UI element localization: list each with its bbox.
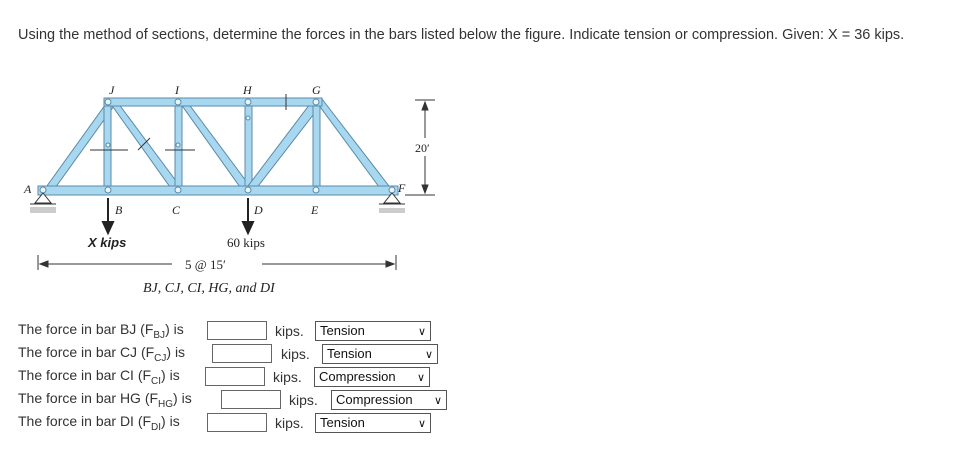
answer-row-ci (18, 366, 180, 388)
answer-label-cj: The force in bar CJ $(F_{CJ})$ is (18, 344, 186, 364)
force-cj-input[interactable] (212, 344, 272, 363)
answer-label-bj: The force in bar BJ $(F_{BJ})$ is (18, 321, 184, 341)
label-H: H (243, 83, 252, 97)
tension-select-hg[interactable]: Compression ∨ (331, 390, 447, 410)
label-E: E (311, 203, 319, 217)
label-G: G (312, 83, 321, 97)
member-BJ (104, 103, 111, 193)
unit-bj: kips. (275, 323, 304, 339)
truss-members (38, 98, 398, 195)
label-A: A (24, 182, 32, 196)
tension-select-bj[interactable]: Tension ∨ (315, 321, 431, 341)
force-ci-input[interactable] (205, 367, 265, 386)
answer-label-di: The force in bar DI $(F_{DI})$ is (18, 413, 180, 433)
force-di-input[interactable] (207, 413, 267, 432)
label-C: C (172, 203, 181, 217)
question-text: Using the method of sections, determine the forces in the bars listed below the figure. Indicate tension or compression. Given: X = 36 kips. (18, 27, 905, 43)
member-top-chord (104, 98, 322, 106)
unit-cj: kips. (281, 346, 310, 362)
member-ID (178, 99, 252, 194)
answer-row-di (18, 412, 180, 434)
label-F: F (398, 181, 406, 195)
member-GE (313, 103, 320, 193)
chevron-down-icon: ∨ (424, 349, 433, 361)
tension-select-ci[interactable]: Compression ∨ (314, 367, 430, 387)
answer-row-cj (18, 343, 185, 365)
unit-ci: kips. (273, 369, 302, 385)
supports (30, 193, 405, 213)
answer-label-ci: The force in bar CI $(F_{CI})$ is (18, 367, 180, 387)
load-60-label: 60 kips (227, 235, 265, 250)
force-bj-input[interactable] (207, 321, 267, 340)
chevron-down-icon: ∨ (433, 395, 442, 407)
member-GF (315, 99, 392, 195)
member-DG (245, 100, 320, 194)
chevron-down-icon: ∨ (417, 418, 426, 430)
tension-select-di[interactable]: Tension ∨ (315, 413, 431, 433)
force-hg-input[interactable] (221, 390, 281, 409)
label-D: D (254, 203, 263, 217)
unit-hg: kips. (289, 392, 318, 408)
answer-label-hg: The force in bar HG $(F_{HG})$ is (18, 390, 192, 410)
unit-di: kips. (275, 415, 304, 431)
answer-row-hg (18, 389, 192, 411)
label-J: J (109, 83, 115, 97)
tension-select-cj[interactable]: Tension ∨ (322, 344, 438, 364)
chevron-down-icon: ∨ (416, 372, 425, 384)
member-JC (108, 99, 182, 194)
height-label: 20′ (415, 141, 430, 155)
span-label: 5 @ 15′ (185, 257, 226, 272)
load-x-label: X kips (88, 235, 127, 250)
chevron-down-icon: ∨ (417, 326, 426, 338)
label-B: B (115, 203, 123, 217)
answer-row-bj (18, 320, 184, 342)
member-CI (175, 103, 182, 193)
member-bottom-chord (38, 186, 398, 195)
bars-listed: BJ, CJ, CI, HG, and DI (143, 281, 275, 296)
label-I: I (175, 83, 179, 97)
